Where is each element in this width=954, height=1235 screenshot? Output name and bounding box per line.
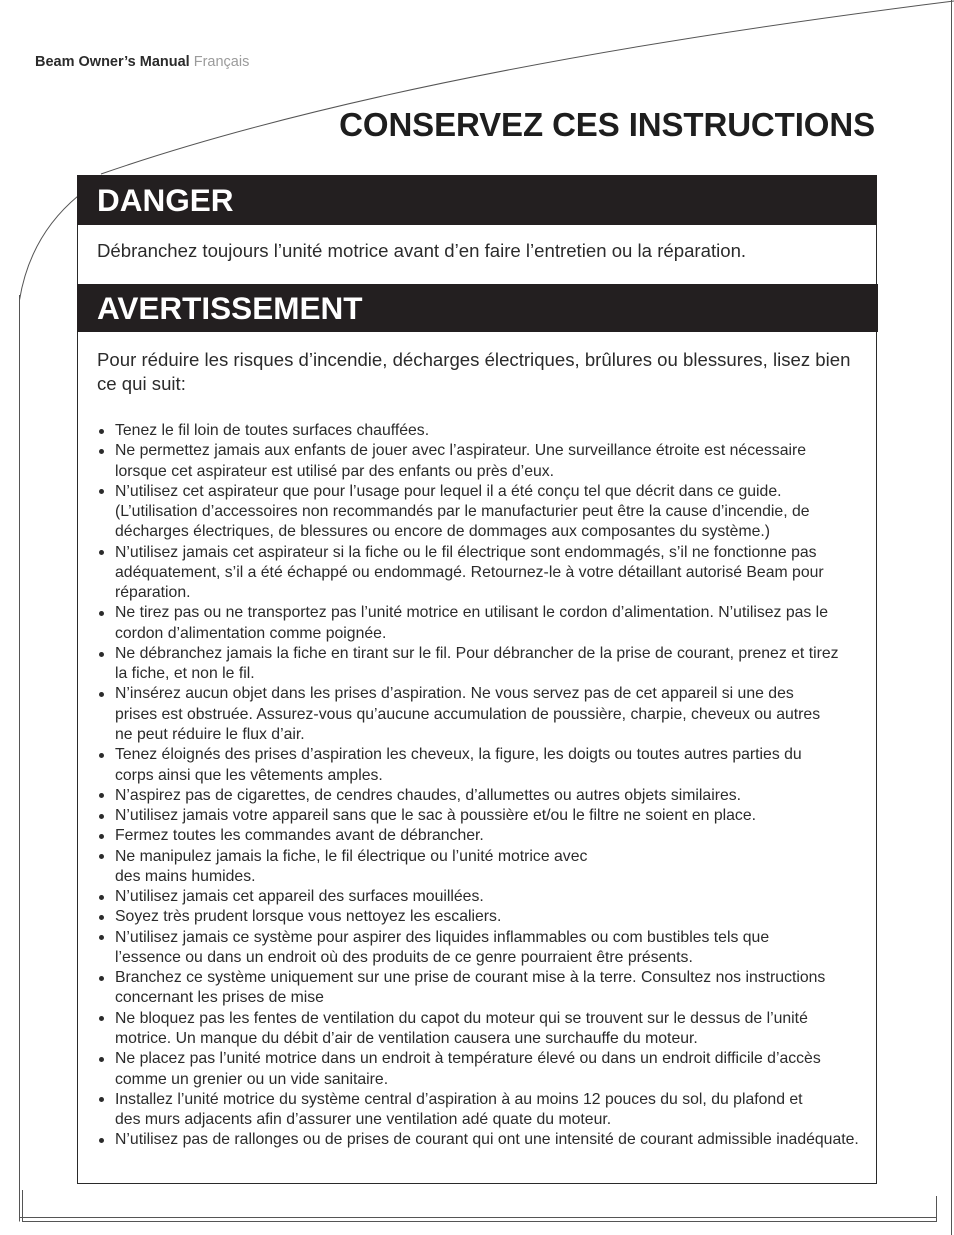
list-item-text: N’utilisez pas de rallonges ou de prises de courant qui ont une intensité de courant admissible inadéquate. [115,1131,859,1149]
list-item [78,684,876,745]
list-item-text: Tenez éloignés des prises d’aspiration les cheveux, la figure, les doigts ou toutes autres parties du corps ainsi que les vêtements amples. [115,746,802,784]
bullet-icon [99,854,104,859]
list-item [78,847,876,888]
list-item-text: Ne manipulez jamais la fiche, le fil électrique ou l’unité motrice avec des mains humides. [115,847,588,885]
list-item [78,826,876,846]
list-item [78,1009,876,1050]
list-item [78,907,876,927]
bullet-icon [99,449,104,454]
list-item [78,887,876,907]
bullet-icon [99,895,104,900]
list-item [78,441,876,482]
bullet-icon [99,1057,104,1062]
list-item [78,786,876,806]
safety-box [77,175,877,1184]
bullet-icon [99,550,104,555]
bullet-icon [99,652,104,657]
danger-heading: DANGER [77,175,877,225]
list-item-text: Ne placez pas l’unité motrice dans un endroit à température élevé ou dans un endroit difficile d’accès comme un grenier ou un vide sanitaire. [115,1050,821,1088]
bullet-icon [99,1097,104,1102]
bullet-icon [99,935,104,940]
list-item-text: Ne permettez jamais aux enfants de jouer avec l’aspirateur. Une surveillance étroite est nécessaire lorsque cet aspirateur est utilisé par des enfants ou près d’eux. [115,442,807,480]
warning-intro: Pour réduire les risques d’incendie, décharges électriques, brûlures ou blessures, lisez bien ce qui suit: [97,349,851,394]
list-item-text: Soyez très prudent lorsque vous nettoyez les escaliers. [115,908,502,926]
bullet-icon [99,429,104,434]
frame-bottom-rule [20,1196,937,1218]
list-item-text: Fermez toutes les commandes avant de débrancher. [115,827,484,845]
list-item-text: Branchez ce système uniquement sur une prise de courant mise à la terre. Consultez nos instructions concernant les prises de mise [115,969,826,1007]
manual-title: Beam Owner’s Manual [35,54,190,70]
bullet-icon [99,834,104,839]
running-header [35,53,249,71]
bullet-icon [99,976,104,981]
bullet-icon [99,611,104,616]
list-item [78,968,876,1009]
list-item [78,421,876,441]
list-item-text: N’aspirez pas de cigarettes, de cendres chaudes, d’allumettes ou autres objets similaires. [115,786,742,804]
list-item-text: Tenez le fil loin de toutes surfaces chauffées. [115,422,430,439]
list-item-text: N’utilisez jamais votre appareil sans que le sac à poussière et/ou le filtre ne soient en place. [115,807,757,825]
list-item [78,1049,876,1090]
bullet-icon [99,1138,104,1143]
list-item-text: Ne débranchez jamais la fiche en tirant sur le fil. Pour débrancher de la prise de courant, prenez et tirez la fiche, et non le fil. [115,644,839,683]
list-item [78,482,876,543]
bullet-icon [99,915,104,920]
warning-heading: AVERTISSEMENT [77,284,878,332]
bullet-icon [99,814,104,819]
list-item-text: N’utilisez cet aspirateur que pour l’usage pour lequel il a été conçu tel que décrit dans ce guide. (L’utilisation d’accessoires non recommandés par le manufacturier peut être la cause d’incendie, de décharges électriques, de blessures ou encore de dommages aux composantes du système.) [115,482,810,541]
list-item-text: Ne bloquez pas les fentes de ventilation du capot du moteur qui se trouvent sur le dessus de l’unité motrice. Un manque du débit d’air de ventilation causera une surchauffe du moteur. [115,1009,808,1047]
bullet-icon [99,1016,104,1021]
list-item-text: Installez l’unité motrice du système central d’aspiration à au moins 12 pouces du sol, du plafond et des murs adjacents afin d’assurer une ventilation adé quate du moteur. [115,1090,803,1129]
list-item [78,543,876,604]
frame-bottom-rule-inner [23,1190,937,1222]
list-item [78,603,876,644]
list-item-text: Ne tirez pas ou ne transportez pas l’unité motrice en utilisant le cordon d’alimentation. N’utilisez pas le cordon d’alimentation comme poignée. [115,604,828,642]
list-item-text: N’utilisez jamais cet appareil des surfaces mouillées. [115,888,484,906]
frame-top-arc [101,1,954,174]
language-label: Français [193,54,250,70]
bullet-icon [99,489,104,494]
list-item-text: N’utilisez jamais ce système pour aspirer des liquides inflammables ou com bustibles tels que l’essence ou dans un endroit où des produits de ce genre pourraient être présents. [115,928,770,966]
bullet-icon [99,692,104,697]
list-item [78,1090,876,1131]
page-title: CONSERVEZ CES INSTRUCTIONS [339,106,875,143]
bullet-icon [99,753,104,758]
instruction-list [78,421,876,1151]
list-item [78,644,876,685]
list-item [78,928,876,969]
list-item [78,806,876,826]
list-item [78,1130,876,1150]
list-item [78,745,876,786]
danger-text: Débranchez toujours l’unité motrice avant d’en faire l’entretien ou la réparation. [97,240,747,261]
list-item-text: N’insérez aucun objet dans les prises d’aspiration. Ne vous servez pas de cet appareil si une des prises est obstruée. Assurez-vous qu’aucune accumulation de poussière, charpie, cheveux ou autres ne peut réduire le flux d’air. [115,685,821,743]
frame-left-arc [20,196,79,300]
bullet-icon [99,793,104,798]
list-item-text: N’utilisez jamais cet aspirateur si la fiche ou le fil électrique sont endommagés, s’il ne fonctionne pas adéquatement, s’il a été échappé ou endommagé. Retournez-le à votre détaillant autorisé Beam pour réparation. [115,543,824,602]
